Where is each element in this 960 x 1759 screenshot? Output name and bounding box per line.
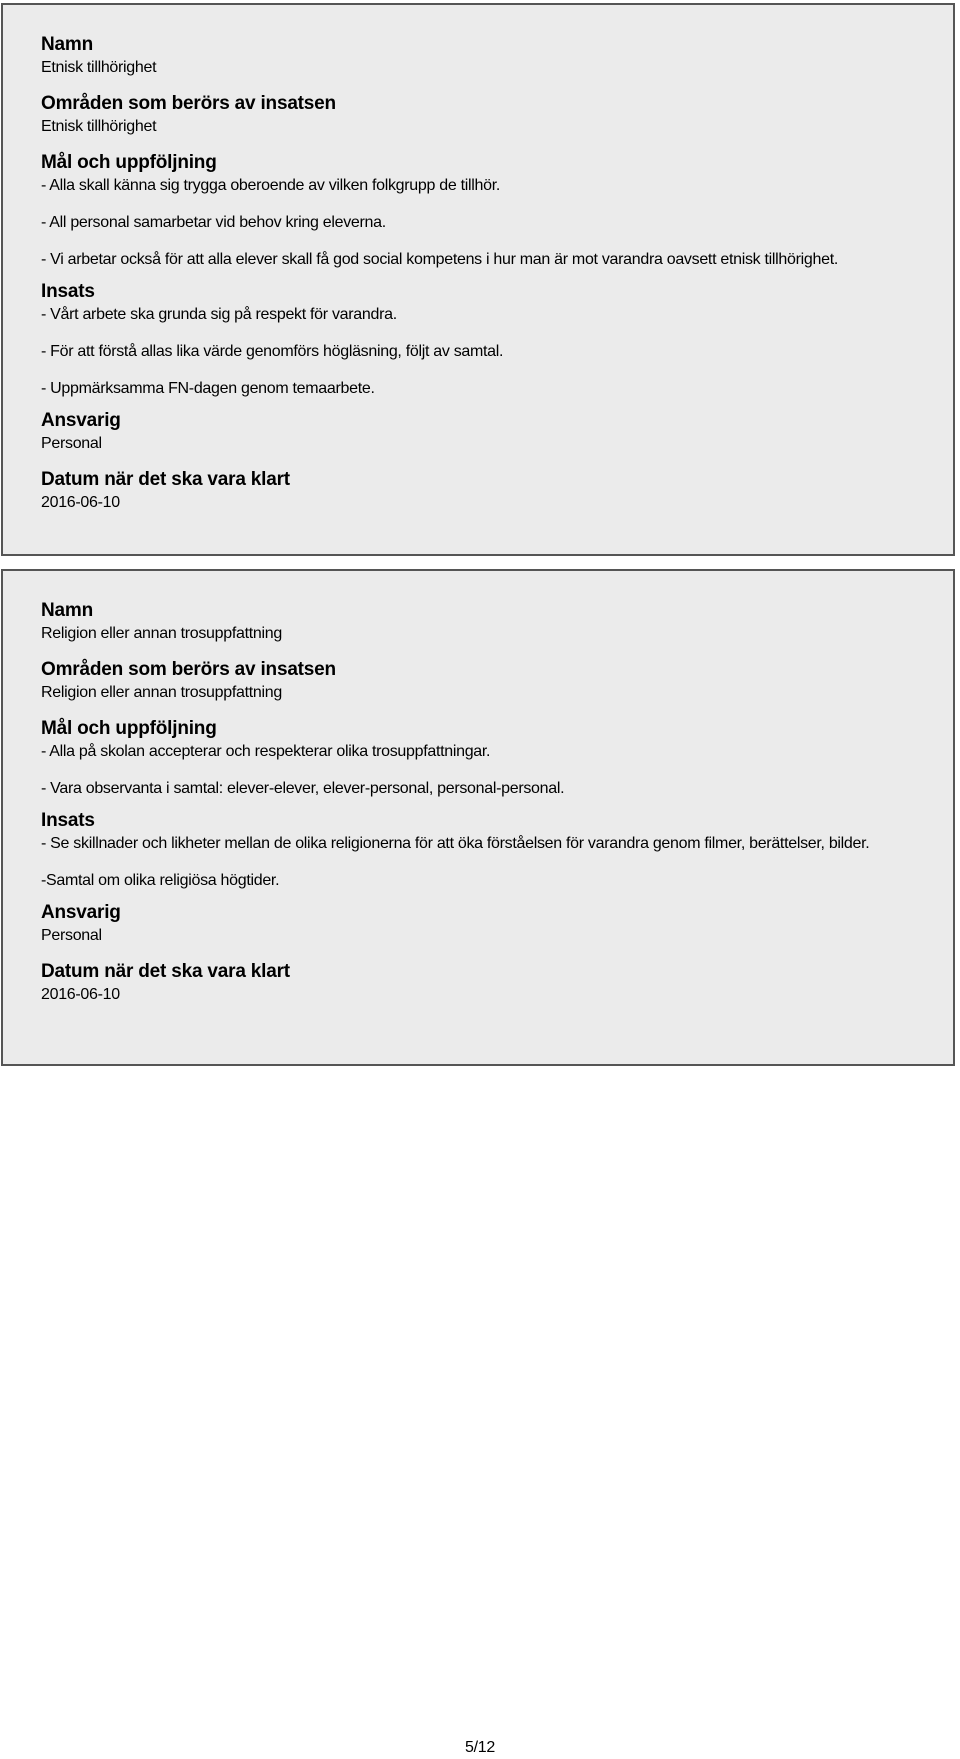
insats-item: - Se skillnader och likheter mellan de olika religionerna för att öka förståelsen för varandra genom filmer, berättelser, bilder. bbox=[41, 835, 870, 852]
page-number: 5/12 bbox=[465, 1739, 495, 1756]
omraden-value: Etnisk tillhörighet bbox=[41, 118, 157, 135]
omraden-label: Områden som berörs av insatsen bbox=[41, 93, 336, 114]
mal-item: - Vi arbetar också för att alla elever skall få god social kompetens i hur man är mot varandra oavsett etnisk tillhörighet. bbox=[41, 251, 838, 268]
insats-label: Insats bbox=[41, 281, 95, 302]
datum-label: Datum när det ska vara klart bbox=[41, 469, 290, 490]
ansvarig-label: Ansvarig bbox=[41, 902, 121, 923]
ansvarig-label: Ansvarig bbox=[41, 410, 121, 431]
insats-item: -Samtal om olika religiösa högtider. bbox=[41, 872, 280, 889]
datum-value: 2016-06-10 bbox=[41, 986, 120, 1003]
namn-label: Namn bbox=[41, 600, 93, 621]
mal-item: - All personal samarbetar vid behov kring eleverna. bbox=[41, 214, 386, 231]
namn-value: Etnisk tillhörighet bbox=[41, 59, 157, 76]
plan-card-religion bbox=[1, 569, 955, 1066]
omraden-value: Religion eller annan trosuppfattning bbox=[41, 684, 282, 701]
plan-card-etnisk-tillhorighet bbox=[1, 3, 955, 556]
mal-label: Mål och uppföljning bbox=[41, 718, 217, 739]
mal-label: Mål och uppföljning bbox=[41, 152, 217, 173]
mal-item: - Alla på skolan accepterar och respekterar olika trosuppfattningar. bbox=[41, 743, 491, 760]
mal-item: - Alla skall känna sig trygga oberoende av vilken folkgrupp de tillhör. bbox=[41, 177, 500, 194]
insats-label: Insats bbox=[41, 810, 95, 831]
insats-item: - För att förstå allas lika värde genomförs högläsning, följt av samtal. bbox=[41, 343, 504, 360]
mal-item: - Vara observanta i samtal: elever-elever, elever-personal, personal-personal. bbox=[41, 780, 565, 797]
insats-item: - Vårt arbete ska grunda sig på respekt för varandra. bbox=[41, 306, 397, 323]
ansvarig-value: Personal bbox=[41, 435, 102, 452]
ansvarig-value: Personal bbox=[41, 927, 102, 944]
datum-label: Datum när det ska vara klart bbox=[41, 961, 290, 982]
omraden-label: Områden som berörs av insatsen bbox=[41, 659, 336, 680]
namn-value: Religion eller annan trosuppfattning bbox=[41, 625, 282, 642]
datum-value: 2016-06-10 bbox=[41, 494, 120, 511]
insats-item: - Uppmärksamma FN-dagen genom temaarbete. bbox=[41, 380, 375, 397]
namn-label: Namn bbox=[41, 34, 93, 55]
